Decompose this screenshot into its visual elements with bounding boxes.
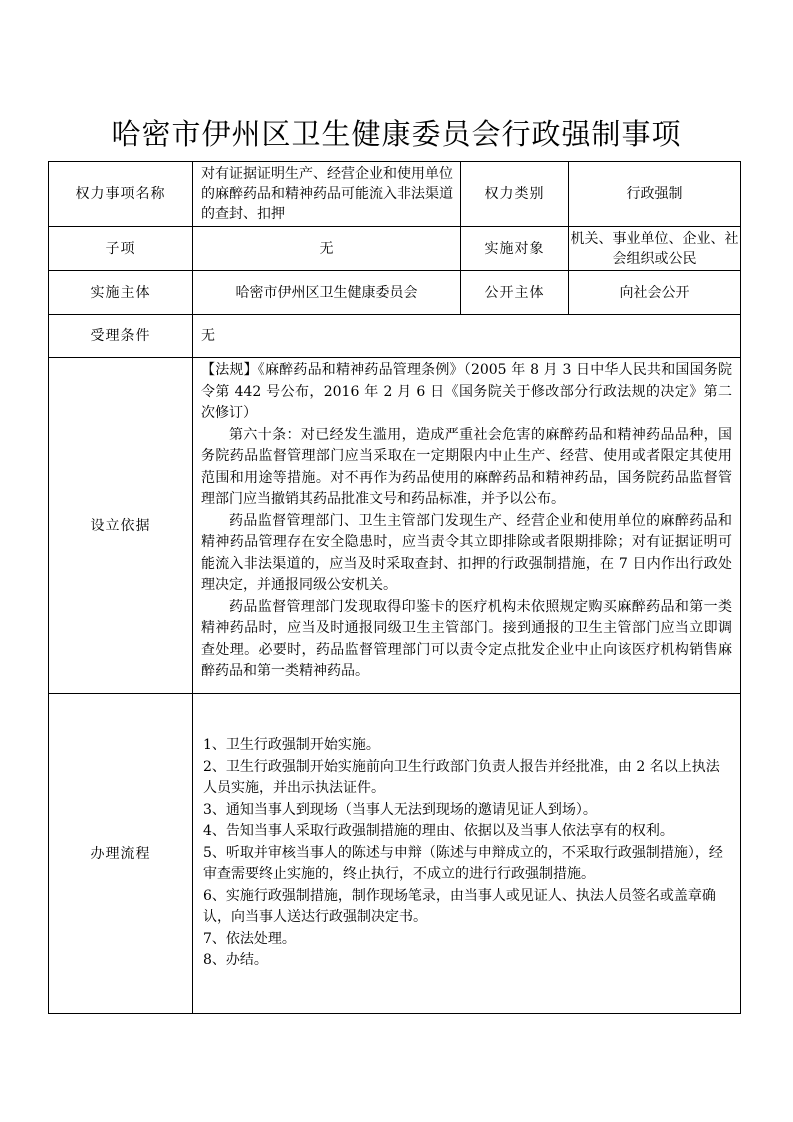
process-step: 1、卫生行政强制开始实施。 — [203, 737, 380, 754]
basis-paragraph: 【法规】《麻醉药品和精神药品管理条例》（2005 年 8 月 3 日中华人民共和国国务院令第 442 号公布，2016 年 2 月 6 日《国务院关于修改部分行政法规的决定》第二次修订） — [201, 362, 732, 421]
row-power-item — [49, 162, 741, 227]
category-value: 行政强制 — [569, 162, 741, 227]
process-step: 5、听取并审核当事人的陈述与申辩（陈述与申辩成立的，不采取行政强制措施），经审查需要终止实施的，终止执行，不成立的进行行政强制措施。 — [203, 844, 723, 883]
implementer-label: 实施主体 — [49, 271, 193, 315]
sub-item-value: 无 — [193, 227, 461, 271]
row-process — [49, 694, 741, 1014]
process-content — [193, 694, 741, 1014]
basis-content — [193, 358, 741, 694]
process-step: 3、通知当事人到现场（当事人无法到现场的邀请见证人到场）。 — [203, 801, 597, 818]
sub-item-label: 子项 — [49, 227, 193, 271]
process-step: 4、告知当事人采取行政强制措施的理由、依据以及当事人依法享有的权利。 — [203, 823, 674, 840]
target-value: 机关、事业单位、企业、社会组织或公民 — [569, 227, 741, 271]
public-label: 公开主体 — [461, 271, 569, 315]
row-basis — [49, 358, 741, 694]
matter-table — [48, 161, 741, 1014]
process-step: 7、依法处理。 — [203, 930, 296, 947]
process-step: 2、卫生行政强制开始实施前向卫生行政部门负责人报告并经批准，由 2 名以上执法人员实施，并出示执法证件。 — [203, 758, 720, 797]
basis-paragraph: 药品监督管理部门发现取得印鉴卡的医疗机构未依照规定购买麻醉药品和第一类精神药品时，应当及时通报同级卫生主管部门。接到通报的卫生主管部门应当立即调查处理。必要时，药品监督管理部门可以责令定点批发企业中止向该医疗机构销售麻醉药品和第一类精神药品。 — [201, 598, 732, 679]
row-acceptance — [49, 315, 741, 358]
implementer-value: 哈密市伊州区卫生健康委员会 — [193, 271, 461, 315]
acceptance-value: 无 — [193, 315, 741, 358]
acceptance-label: 受理条件 — [49, 315, 193, 358]
process-step: 8、办结。 — [203, 952, 268, 969]
row-implementer — [49, 271, 741, 315]
page-title: 哈密市伊州区卫生健康委员会行政强制事项 — [111, 117, 682, 151]
public-value: 向社会公开 — [569, 271, 741, 315]
basis-paragraph: 第六十条：对已经发生滥用，造成严重社会危害的麻醉药品和精神药品品种，国务院药品监督管理部门应当采取在一定期限内中止生产、经营、使用或者限定其使用范围和用途等措施。对不再作为药品使用的麻醉药品和精神药品，国务院药品监督管理部门应当撤销其药品批准文号和药品标准，并予以公布。 — [201, 426, 732, 507]
process-label: 办理流程 — [49, 694, 193, 1014]
power-item-value: 对有证据证明生产、经营企业和使用单位的麻醉药品和精神药品可能流入非法渠道的查封、扣押 — [193, 162, 461, 227]
basis-paragraph: 药品监督管理部门、卫生主管部门发现生产、经营企业和使用单位的麻醉药品和精神药品管理存在安全隐患时，应当责令其立即排除或者限期排除；对有证据证明可能流入非法渠道的，应当及时采取查封、扣押的行政强制措施，在 7 日内作出行政处理决定，并通报同级公安机关。 — [201, 512, 732, 593]
process-steps — [203, 735, 732, 972]
process-step: 6、实施行政强制措施，制作现场笔录，由当事人或见证人、执法人员签名或盖章确认，向当事人送达行政强制决定书。 — [203, 887, 716, 926]
target-label: 实施对象 — [461, 227, 569, 271]
category-label: 权力类别 — [461, 162, 569, 227]
row-sub-item — [49, 227, 741, 271]
power-item-label: 权力事项名称 — [49, 162, 193, 227]
basis-label: 设立依据 — [49, 358, 193, 694]
